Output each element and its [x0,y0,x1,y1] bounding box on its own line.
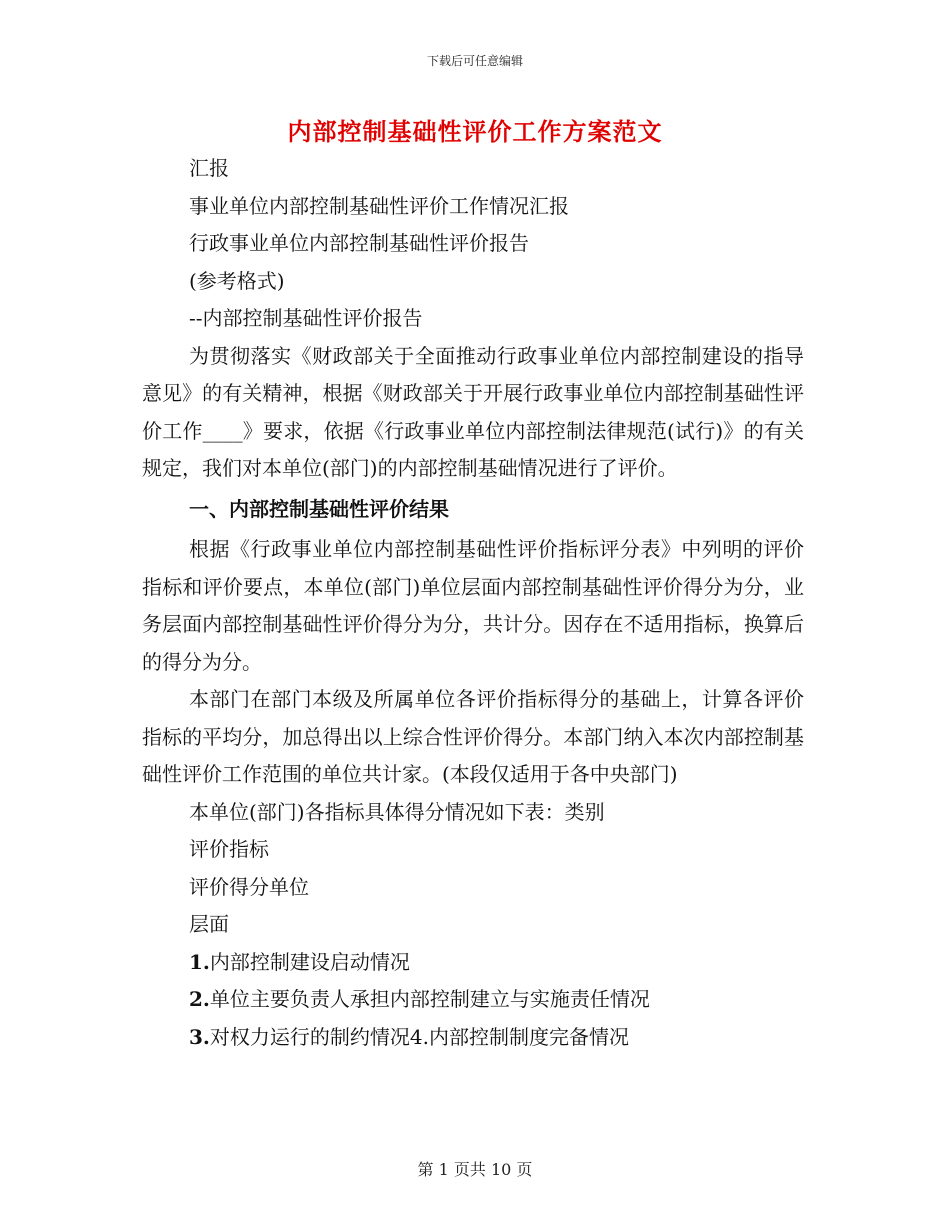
list-item-number: 1. [189,949,210,974]
list-item-text: 对权力运行的制约情况4.内部控制制度完备情况 [209,1024,629,1049]
page-header-note: 下载后可任意编辑 [426,54,523,68]
list-item-number: 3. [189,1024,210,1049]
body-line-subtitle: --内部控制基础性评价报告 [189,306,423,330]
table-intro-line: 本单位(部门)各指标具体得分情况如下表：类别 [189,799,605,824]
table-header-score-unit: 评价得分单位 [189,874,309,899]
list-item-number: 2. [189,987,210,1011]
paragraph-scoring: 根据《行政事业单位内部控制基础性评价指标评分表》中列明的评价指标和评价要点，本单位(部门)单位层面内部控制基础性评价得分为分，业务层面内部控制基础性评价得分为分，共计分。因存在不适用指标，换算后的得分为分。 [142,537,804,674]
section-heading-results: 一、内部控制基础性评价结果 [189,496,449,521]
page-number-footer: 第 1 页共 10 页 [417,1160,533,1179]
body-line-reference-format: (参考格式) [189,268,285,293]
body-line-report-title: 事业单位内部控制基础性评价工作情况汇报 [189,193,569,218]
list-item-text: 内部控制建设启动情况 [209,949,410,974]
body-line-report: 汇报 [189,156,229,180]
document-title: 内部控制基础性评价工作方案范文 [287,117,663,146]
list-item-text: 单位主要负责人承担内部控制建立与实施责任情况 [209,987,650,1011]
table-header-level: 层面 [189,912,229,936]
list-item [142,1019,804,1057]
paragraph-department: 本部门在部门本级及所属单位各评价指标得分的基础上，计算各评价指标的平均分，加总得出以上综合性评价得分。本部门纳入本次内部控制基础性评价工作范围的单位共计家。(本段仅适用于各中央部门) [142,687,804,786]
table-header-indicator: 评价指标 [189,837,269,861]
document-body [142,150,804,1056]
body-line-evaluation-report: 行政事业单位内部控制基础性评价报告 [189,231,529,255]
list-item [142,981,804,1019]
paragraph-introduction: 为贯彻落实《财政部关于全面推动行政事业单位内部控制建设的指导意见》的有关精神，根据《财政部关于开展行政事业单位内部控制基础性评价工作____》要求，依据《行政事业单位内部控制法律规范(试行)》的有关规定，我们对本单位(部门)的内部控制基础情况进行了评价。 [142,343,804,480]
list-item [142,944,804,982]
